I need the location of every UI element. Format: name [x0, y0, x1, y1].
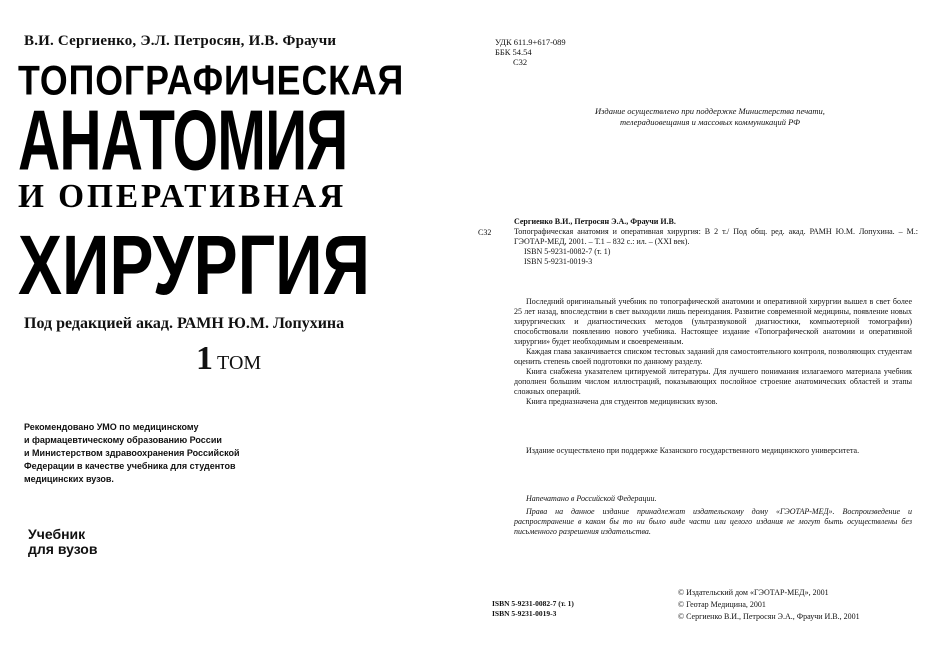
authors: В.И. Сергиенко, Э.Л. Петросян, И.В. Фраучи [24, 33, 337, 49]
title-line-operative: И ОПЕРАТИВНАЯ [18, 178, 347, 215]
textbook-line: Учебник [28, 526, 86, 542]
editor-line: Под редакцией акад. РАМН Ю.М. Лопухина [24, 315, 345, 332]
bibliographic-record [478, 217, 918, 267]
copyright-line: © Сергиенко В.И., Петросян Э.А., Фраучи И.В., 2001 [678, 612, 860, 621]
annotation-paragraph: Последний оригинальный учебник по топографической анатомии и оперативной хирургии вышел в свет более 25 лет назад, впоследствии в свет выходили лишь переиздания. Развитие современной медицины, появление новых хирургических и диагностических методов (ультразвуковой диагностики, компьютерной томографии) способствовали появлению нового учебника. Настоящее издание «Топографической анатомии и оперативной хирургии» будет необходимым и своевременным. [514, 297, 912, 346]
title-line-anatomy: АНАТОМИЯ [18, 93, 348, 189]
title-line-surgery: ХИРУРГИЯ [18, 217, 370, 312]
isbn-block [492, 599, 574, 619]
textbook-line: для вузов [28, 541, 98, 557]
author-code: С32 [513, 57, 528, 67]
volume-label: ТОМ [217, 352, 262, 374]
recommendation-text [24, 421, 244, 486]
volume-number: 1 [196, 340, 213, 377]
annotation-paragraph: Каждая глава заканчивается списком тестовых заданий для самостоятельного контроля, позволяющих студентам оценить степень своей подготовки по данному разделу. [514, 347, 912, 366]
bbk-code: ББК 54.54 [495, 47, 532, 57]
ministry-support-note: Издание осуществлено при поддержке Министерства печати, телерадиовещания и массовых коммуникаций РФ [595, 106, 825, 127]
citation-body: Топографическая анатомия и оперативная хирургия: В 2 т./ Под общ. ред. акад. РАМН Ю.М. Лопухина. – М.: ГЭОТАР-МЕД, 2001. – Т.1 – 832 с.: ил. – (XXI век). [514, 227, 918, 246]
textbook-label [28, 527, 97, 557]
copyright-line: © Издательский дом «ГЭОТАР-МЕД», 2001 [678, 588, 829, 597]
copyright-line: © Геотар Медицина, 2001 [678, 600, 766, 609]
isbn-line: ISBN 5-9231-0082-7 (т. 1) [492, 599, 574, 608]
annotation [514, 297, 912, 407]
recommendation-line: Федерации в качестве учебника для студентов [24, 461, 236, 471]
university-support-note: Издание осуществлено при поддержке Казанского государственного медицинского университета. [526, 446, 860, 455]
volume-indicator [196, 340, 261, 378]
citation-authors: Сергиенко В.И., Петросян Э.А., Фраучи И.В. [514, 217, 676, 226]
printed-in-note: Напечатано в Российской Федерации. [526, 494, 657, 503]
recommendation-line: и Министерством здравоохранения Российской [24, 448, 240, 458]
citation-isbn: ISBN 5-9231-0019-3 [524, 257, 593, 266]
annotation-paragraph: Книга предназначена для студентов медицинских вузов. [526, 397, 718, 406]
isbn-line: ISBN 5-9231-0019-3 [492, 609, 557, 618]
annotation-paragraph: Книга снабжена указателем цитируемой литературы. Для лучшего понимания излагаемого материала учебник дополнен большим числом иллюстраций, показывающих послойное строение анатомических областей и этапы сложных операций. [514, 367, 912, 396]
udc-code: УДК 611.9+617-089 [495, 37, 566, 47]
recommendation-line: медицинских вузов. [24, 474, 114, 484]
recommendation-line: и фармацевтическому образованию России [24, 435, 222, 445]
imprint-page [470, 0, 937, 671]
citation-code: С32 [478, 228, 492, 237]
recommendation-line: Рекомендовано УМО по медицинскому [24, 422, 199, 432]
title-line-topographic: ТОПОГРАФИЧЕСКАЯ [18, 58, 405, 105]
rights-notice: Права на данное издание принадлежат издательскому дому «ГЭОТАР-МЕД». Воспроизведение и распространение в каком бы то ни было виде части или целого издания не могут быть осуществлены без письменного разрешения издательства. [514, 507, 912, 536]
classification-codes [495, 37, 566, 67]
copyright-block [678, 587, 860, 623]
citation-isbn: ISBN 5-9231-0082-7 (т. 1) [524, 247, 611, 256]
